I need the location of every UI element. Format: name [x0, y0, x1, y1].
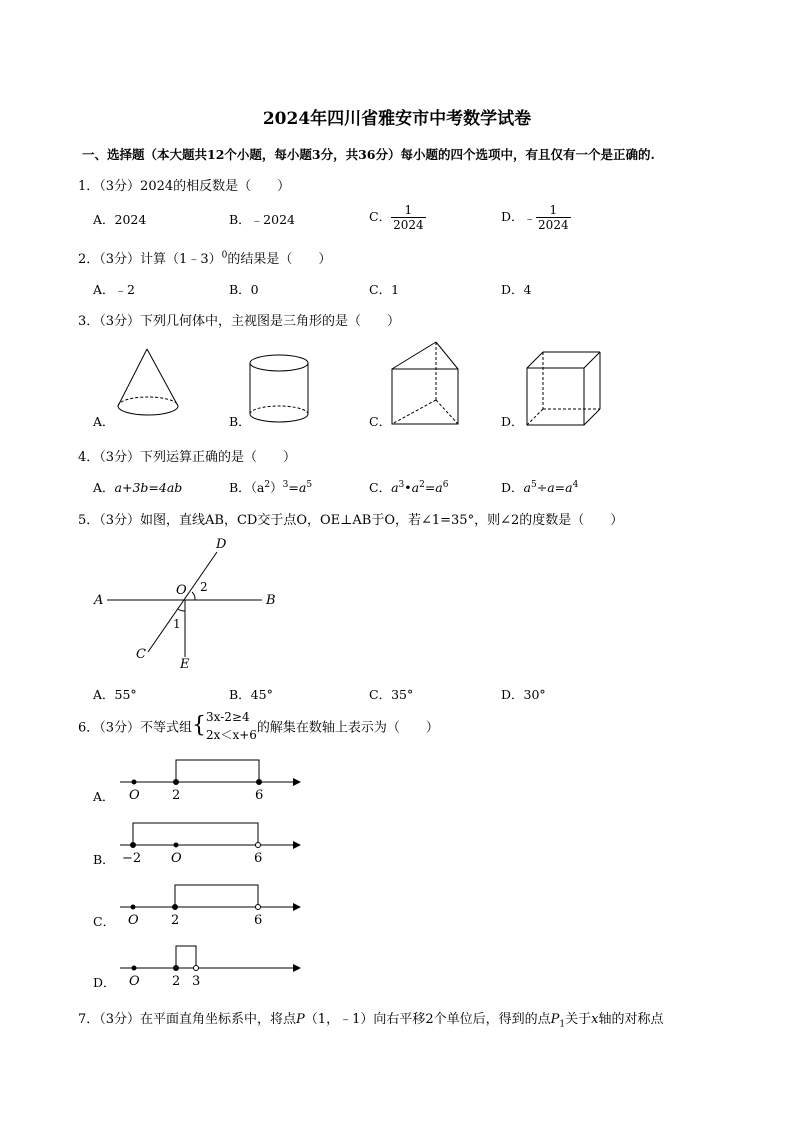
number-line-a: [120, 760, 300, 785]
axis-label-o: O: [129, 788, 140, 803]
question-4-stem: 4．（3分）下列运算正确的是（ ）: [78, 450, 297, 465]
q2-option-b: B．0: [229, 282, 259, 297]
q3-option-c: C．: [369, 414, 392, 429]
q6-option-b: B．: [93, 852, 115, 867]
q3-option-b: B．: [229, 414, 251, 429]
axis-label-o: O: [128, 913, 139, 928]
label-o: O: [176, 583, 187, 598]
q2-option-d: D．4: [501, 282, 532, 297]
number-line-c: [120, 885, 300, 910]
label-a: A: [94, 593, 104, 608]
q1-option-d: D．﹣ $\frac{1}{2024}$: [501, 203, 569, 232]
axis-label-6: 6: [254, 913, 263, 928]
q5-option-a: A．55°: [93, 687, 137, 702]
q6-option-d: D．: [93, 975, 116, 990]
axis-label-2: 2: [172, 974, 181, 989]
question-6-stem: 6．（3分）不等式组{ 3x-2≥4 2x＜x+6 的解集在数轴上表示为（ ）: [78, 707, 439, 745]
label-angle-1: 1: [173, 617, 181, 631]
label-e: E: [180, 657, 190, 672]
question-2-stem: 2．（3分）计算（1﹣3）$^0$的结果是（ ）: [78, 250, 332, 267]
fraction: $\frac{1}{2024}$: [538, 203, 569, 232]
page-title: 2024年四川省雅安市中考数学试卷: [262, 109, 532, 129]
axis-label-6: 6: [255, 788, 264, 803]
q6-option-a: A．: [93, 789, 115, 804]
axis-label-neg2: −2: [122, 851, 142, 866]
q6-option-c: C．: [93, 914, 116, 929]
label-b: B: [266, 593, 276, 608]
fraction: $\frac{1}{2024}$: [393, 203, 424, 232]
q5-option-d: D．30°: [501, 687, 546, 702]
question-7-stem: 7．（3分）在平面直角坐标系中，将点P（1，﹣1）向右平移2个单位后，得到的点$P_1$关于x轴的对称点: [78, 1012, 664, 1030]
question-5-stem: 5．（3分）如图，直线AB，CD交于点O，OE⊥AB于O，若∠1=35°，则∠2的度数是（ ）: [78, 513, 624, 528]
q1-option-a: A．2024: [93, 212, 147, 227]
q4-option-c: C．$a^3•a^2=a^6$: [369, 479, 449, 495]
q2-option-a: A．﹣2: [93, 282, 135, 297]
question-3-stem: 3．（3分）下列几何体中，主视图是三角形的是（ ）: [78, 314, 401, 329]
inequality-system: 3x-2≥4 2x＜x+6: [206, 710, 257, 742]
q2-option-c: C．1: [369, 282, 400, 297]
q3-option-d: D．: [501, 414, 524, 429]
q1-option-c: C． $\frac{1}{2024}$: [369, 203, 424, 232]
q5-option-c: C．35°: [369, 687, 414, 702]
q4-option-b: B．$(a^2)^3=a^5$: [229, 479, 313, 495]
q5-option-b: B．45°: [229, 687, 273, 702]
axis-label-2: 2: [171, 913, 180, 928]
number-line-b: [120, 823, 300, 848]
axis-label-o: O: [171, 851, 182, 866]
axis-label-o: O: [129, 974, 140, 989]
q3-option-a: A．: [93, 414, 115, 429]
label-angle-2: 2: [200, 580, 208, 594]
question-1-stem: 1．（3分）2024的相反数是（ ）: [78, 179, 291, 194]
label-c: C: [136, 647, 146, 662]
q4-option-a: A．a+3b=4ab: [93, 480, 183, 495]
q4-option-d: D．$a^5\div a=a^4$: [501, 479, 579, 495]
brace: {: [192, 713, 207, 738]
label-d: D: [216, 537, 227, 552]
axis-label-2: 2: [172, 788, 181, 803]
axis-label-3: 3: [192, 974, 201, 989]
axis-label-6: 6: [254, 851, 263, 866]
q1-option-b: B．﹣2024: [229, 212, 295, 227]
number-line-d: [120, 946, 300, 971]
section-heading: 一、选择题（本大题共12个小题，每小题3分，共36分）每小题的四个选项中，有且仅有一个是正确的.: [82, 147, 655, 162]
